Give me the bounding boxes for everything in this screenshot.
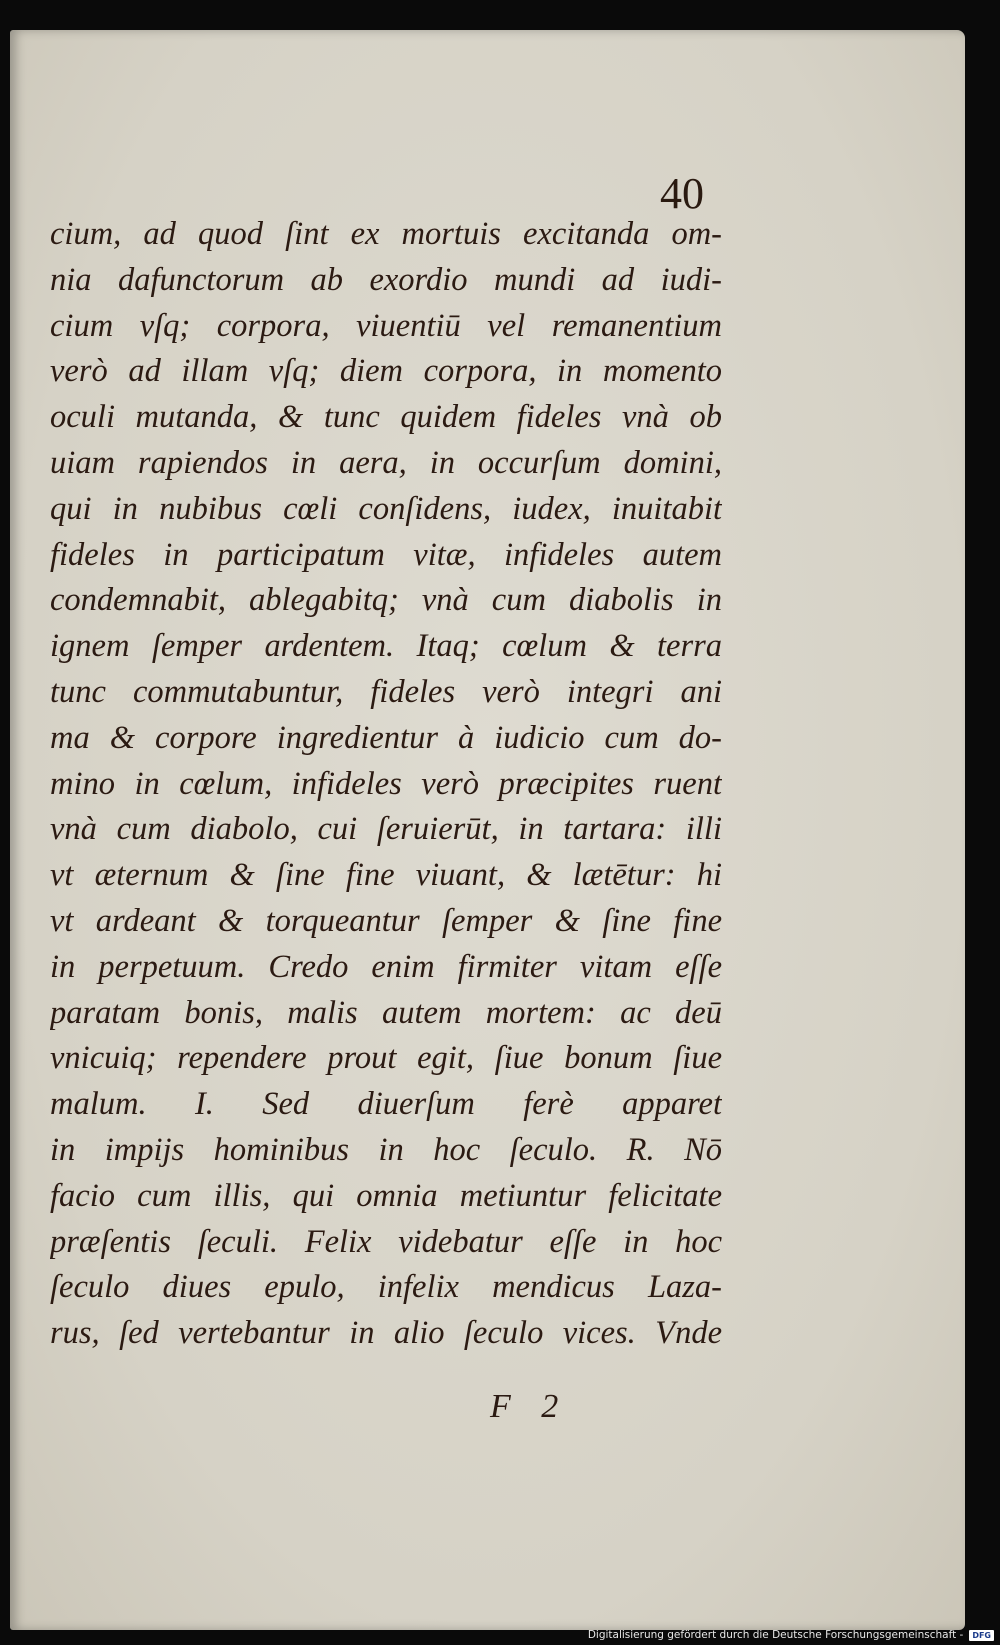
text-line: vnicuiq; rependere prout egit, ſiue bonum ſiue (50, 1040, 722, 1077)
text-line: rus, ſed vertebantur in alio ſeculo vices. Vnde (50, 1315, 722, 1352)
text-line: vnà cum diabolo, cui ſeruierūt, in tartara: illi (50, 811, 722, 848)
body-text (50, 212, 722, 1357)
text-line: vt ardeant & torqueantur ſemper & ſine fine (50, 902, 722, 939)
page-number: 40 (660, 169, 704, 218)
text-line: ma & corpore ingredientur à iudicio cum do- (50, 719, 722, 756)
digitization-footer (588, 1629, 994, 1641)
text-line: cium vſq; corpora, viuentiū vel remanentium (50, 307, 722, 344)
text-line: malum. I. Sed diuerſum ferè apparet (50, 1086, 722, 1123)
text-line: condemnabit, ablegabitq; vnà cum diabolis in (50, 582, 722, 619)
text-line: in perpetuum. Credo enim firmiter vitam eſſe (50, 948, 722, 985)
text-line: uiam rapiendos in aera, in occurſum domini, (50, 444, 722, 481)
text-line: facio cum illis, qui omnia metiuntur felicitate (50, 1177, 722, 1214)
text-line: verò ad illam vſq; diem corpora, in momento (50, 353, 722, 390)
book-page (10, 30, 965, 1630)
text-line: oculi mutanda, & tunc quidem fideles vnà ob (50, 399, 722, 436)
text-line: præſentis ſeculi. Felix videbatur eſſe in hoc (50, 1223, 722, 1260)
text-line: ſeculo diues epulo, infelix mendicus Laza- (50, 1269, 722, 1306)
text-line: tunc commutabuntur, fideles verò integri ani (50, 673, 722, 710)
dfg-logo: DFG (969, 1630, 994, 1641)
text-line: ignem ſemper ardentem. Itaq; cœlum & terra (50, 628, 722, 665)
funding-credit: Digitalisierung gefördert durch die Deutsche Forschungsgemeinschaft - (587, 1629, 964, 1641)
text-line: in impijs hominibus in hoc ſeculo. R. Nō (50, 1131, 722, 1168)
text-line: fideles in participatum vitæ, infideles autem (50, 536, 722, 573)
signature-mark: F 2 (490, 1388, 559, 1425)
text-line: nia dafunctorum ab exordio mundi ad iudi- (50, 261, 722, 298)
text-line: paratam bonis, malis autem mortem: ac deū (50, 994, 722, 1031)
text-line: qui in nubibus cœli conſidens, iudex, inuitabit (50, 490, 722, 527)
text-line: mino in cœlum, infideles verò præcipites ruent (50, 765, 722, 802)
text-line: vt æternum & ſine fine viuant, & lætētur: hi (50, 857, 722, 894)
text-line: cium, ad quod ſint ex mortuis excitanda om- (50, 216, 722, 252)
